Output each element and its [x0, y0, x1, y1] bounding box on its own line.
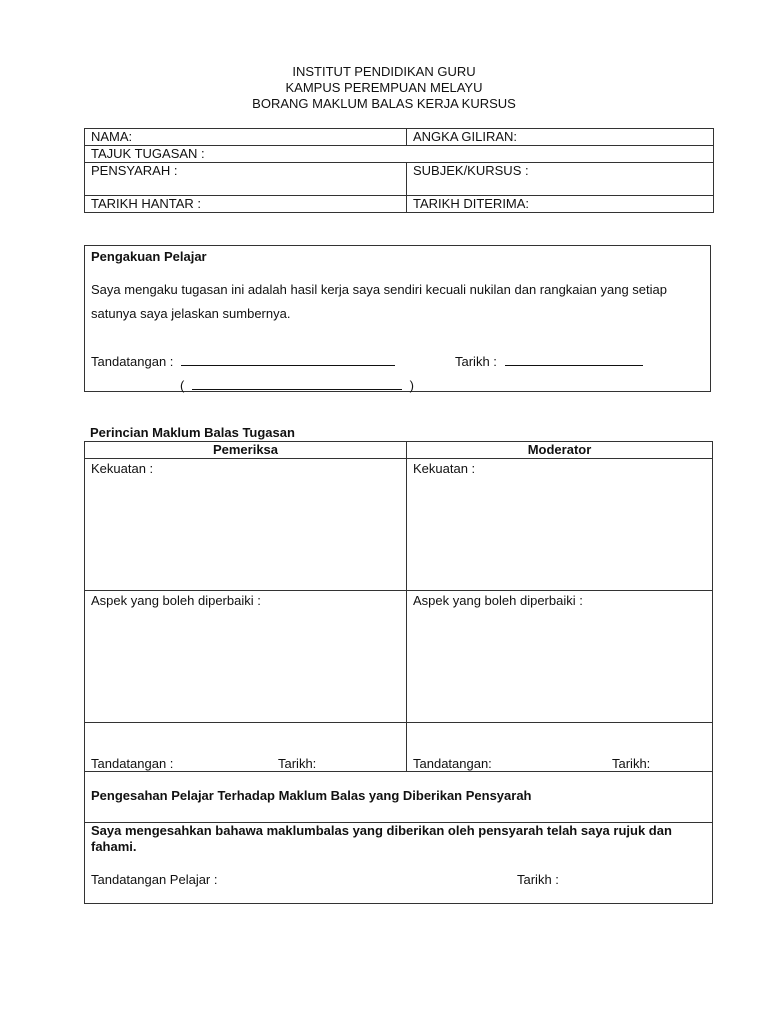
- moderator-signature-label: Tandatangan:: [413, 756, 492, 771]
- pensyarah-field[interactable]: PENSYARAH :: [85, 163, 407, 196]
- student-info-table: [84, 128, 714, 213]
- confirmation-title: Pengesahan Pelajar Terhadap Maklum Balas yang Diberikan Pensyarah: [91, 788, 532, 803]
- pemeriksa-strengths-cell[interactable]: [84, 458, 407, 591]
- form-title: BORANG MAKLUM BALAS KERJA KURSUS: [252, 96, 516, 111]
- declaration-signature-line[interactable]: [181, 353, 395, 366]
- column-header-moderator: Moderator: [406, 441, 713, 459]
- declaration-date-label: Tarikh :: [455, 354, 497, 369]
- tarikh-hantar-field[interactable]: TARIKH HANTAR :: [85, 196, 407, 213]
- moderator-strengths-label: Kekuatan :: [413, 461, 476, 476]
- tajuk-tugasan-field[interactable]: TAJUK TUGASAN :: [85, 146, 714, 163]
- moderator-strengths-cell[interactable]: [406, 458, 713, 591]
- declaration-signature: [91, 353, 395, 369]
- feedback-section-title: Perincian Maklum Balas Tugasan: [90, 425, 295, 440]
- confirmation-title-cell: [84, 771, 713, 823]
- declaration-signature-label: Tandatangan :: [91, 354, 174, 369]
- pemeriksa-date-label: Tarikh:: [278, 756, 317, 771]
- campus-name: KAMPUS PEREMPUAN MELAYU: [285, 80, 483, 95]
- pemeriksa-signature-cell[interactable]: [84, 722, 407, 772]
- declaration-name-line[interactable]: [192, 377, 402, 390]
- student-declaration-box: [84, 245, 711, 392]
- moderator-date-label: Tarikh:: [612, 756, 651, 771]
- institute-name: INSTITUT PENDIDIKAN GURU: [292, 64, 476, 79]
- declaration-title: Pengakuan Pelajar: [91, 249, 207, 264]
- paren-close: ): [409, 378, 414, 393]
- moderator-improve-label: Aspek yang boleh diperbaiki :: [413, 593, 583, 608]
- declaration-statement: Saya mengaku tugasan ini adalah hasil kerja saya sendiri kecuali nukilan dan rangkaian yang setiap satunya saya jelaskan sumbernya.: [91, 282, 667, 321]
- column-header-pemeriksa: Pemeriksa: [84, 441, 407, 459]
- nama-field[interactable]: NAMA:: [85, 129, 407, 146]
- declaration-date-line[interactable]: [505, 353, 643, 366]
- moderator-signature-cell[interactable]: [406, 722, 713, 772]
- declaration-name-parentheses: [180, 377, 414, 393]
- angka-giliran-field[interactable]: ANGKA GILIRAN:: [407, 129, 714, 146]
- declaration-date: [455, 353, 643, 369]
- form-header: [0, 64, 768, 112]
- moderator-improve-cell[interactable]: [406, 590, 713, 723]
- pemeriksa-strengths-label: Kekuatan :: [91, 461, 154, 476]
- confirmation-statement-cell: [84, 822, 713, 904]
- pemeriksa-signature-label: Tandatangan :: [91, 756, 174, 771]
- confirmation-statement: Saya mengesahkan bahawa maklumbalas yang diberikan oleh pensyarah telah saya rujuk dan fahami.: [91, 823, 672, 854]
- pemeriksa-improve-cell[interactable]: [84, 590, 407, 723]
- paren-open: (: [180, 378, 185, 393]
- subjek-kursus-field[interactable]: SUBJEK/KURSUS :: [407, 163, 714, 196]
- confirmation-date-label[interactable]: Tarikh :: [517, 872, 559, 887]
- tarikh-diterima-field[interactable]: TARIKH DITERIMA:: [407, 196, 714, 213]
- pemeriksa-improve-label: Aspek yang boleh diperbaiki :: [91, 593, 261, 608]
- student-signature-label[interactable]: Tandatangan Pelajar :: [91, 872, 218, 887]
